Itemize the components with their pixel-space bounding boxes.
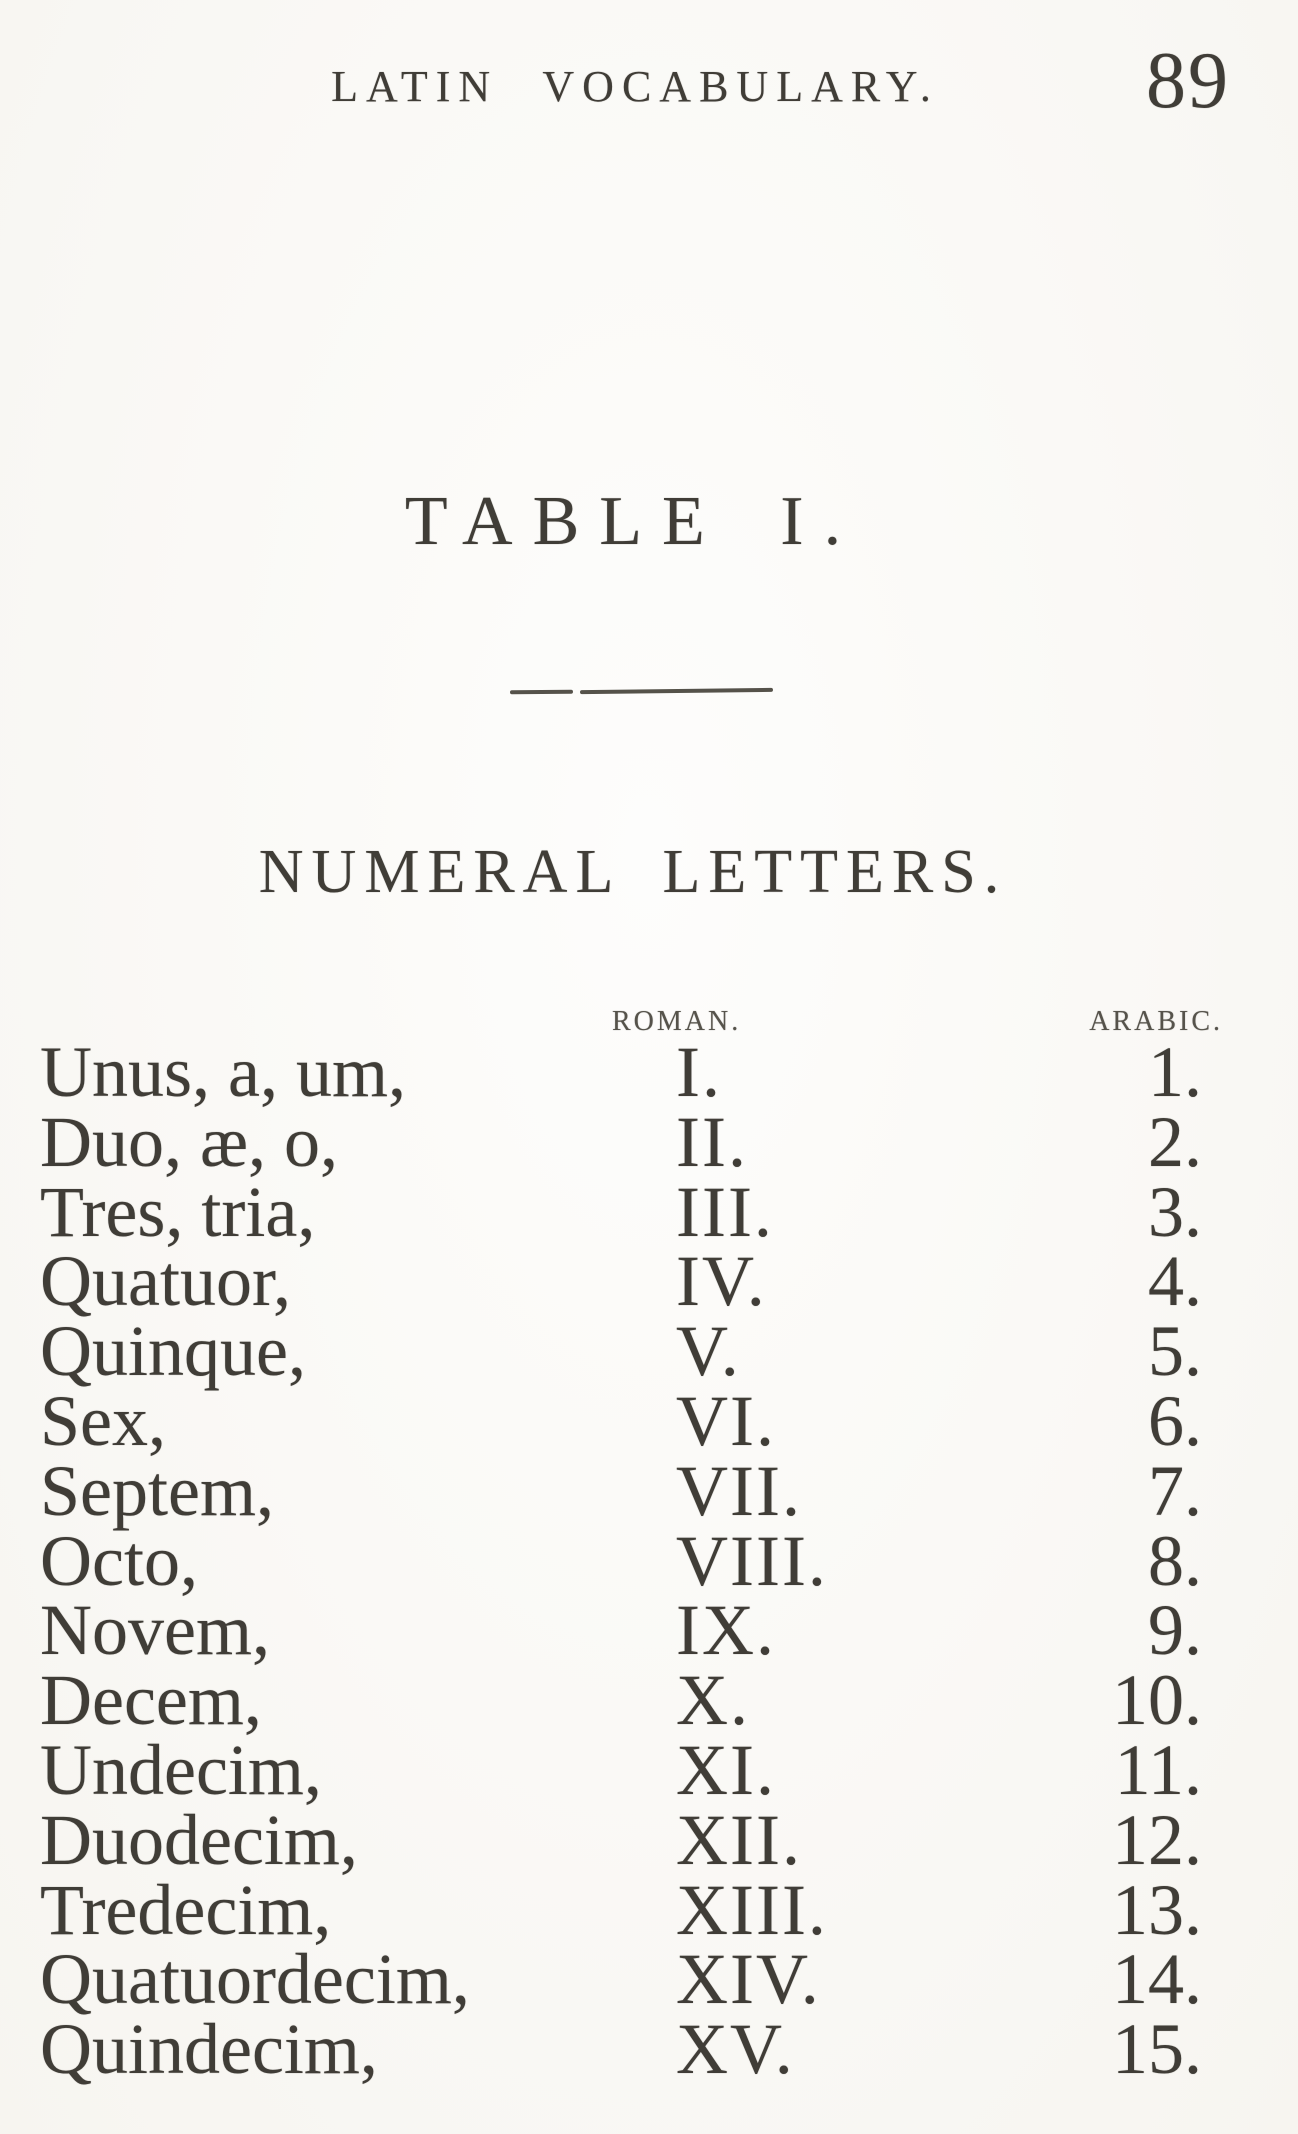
roman-numeral-cell: V. — [676, 1311, 741, 1392]
table-row — [0, 1380, 1298, 1461]
numeral-table-body — [0, 1032, 1298, 2090]
latin-word-cell: Quatuordecim, — [40, 1939, 470, 2020]
arabic-numeral-cell: 9. — [1148, 1590, 1202, 1671]
arabic-numeral-cell: 11. — [1114, 1729, 1202, 1810]
latin-word-cell: Unus, a, um, — [40, 1032, 406, 1112]
arabic-numeral-cell: 3. — [1148, 1171, 1202, 1252]
arabic-numeral-cell: 14. — [1112, 1939, 1202, 2020]
latin-word-cell: Duodecim, — [40, 1799, 358, 1880]
table-row — [0, 1939, 1298, 2020]
latin-word-cell: Octo, — [40, 1520, 198, 1601]
latin-word-cell: Sex, — [40, 1380, 166, 1461]
table-row — [0, 1660, 1298, 1741]
latin-word-cell: Tres, tria, — [40, 1171, 316, 1252]
arabic-numeral-cell: 13. — [1112, 1869, 1202, 1950]
roman-numeral-cell: VI. — [676, 1380, 776, 1461]
roman-numeral-cell: IX. — [676, 1590, 776, 1671]
arabic-numeral-cell: 8. — [1148, 1520, 1202, 1601]
roman-numeral-cell: VIII. — [676, 1520, 828, 1601]
table-row — [0, 1311, 1298, 1392]
table-row — [0, 1590, 1298, 1671]
roman-numeral-cell: X. — [676, 1660, 750, 1741]
arabic-numeral-cell: 6. — [1148, 1380, 1202, 1461]
arabic-numeral-cell: 12. — [1112, 1799, 1202, 1880]
table-row — [0, 1241, 1298, 1322]
roman-numeral-cell: III. — [676, 1171, 774, 1252]
arabic-numeral-cell: 7. — [1148, 1450, 1202, 1531]
table-row — [0, 2009, 1298, 2090]
table-row — [0, 1869, 1298, 1950]
table-row — [0, 1520, 1298, 1601]
latin-word-cell: Undecim, — [40, 1729, 322, 1810]
divider-rule-segment — [510, 690, 573, 695]
arabic-numeral-cell: 4. — [1148, 1241, 1202, 1322]
running-header-title: LATIN VOCABULARY. — [331, 62, 939, 111]
table-row — [0, 1799, 1298, 1880]
arabic-numeral-cell: 15. — [1112, 2009, 1202, 2090]
arabic-numeral-cell: 5. — [1148, 1311, 1202, 1392]
roman-numeral-cell: XV. — [676, 2009, 795, 2090]
section-title: NUMERAL LETTERS. — [258, 838, 1008, 906]
arabic-numeral-cell: 1. — [1148, 1032, 1202, 1112]
divider-rule-segment — [580, 688, 773, 694]
latin-word-cell: Novem, — [40, 1590, 270, 1671]
roman-numeral-cell: I. — [676, 1032, 722, 1112]
roman-numeral-cell: XI. — [676, 1729, 776, 1810]
latin-word-cell: Tredecim, — [40, 1869, 332, 1950]
latin-word-cell: Quatuor, — [40, 1241, 292, 1322]
latin-word-cell: Quinque, — [40, 1311, 306, 1392]
latin-word-cell: Duo, æ, o, — [40, 1101, 339, 1182]
column-header-roman: ROMAN. — [612, 1006, 742, 1037]
latin-word-cell: Decem, — [40, 1660, 262, 1741]
page-number: 89 — [1146, 37, 1230, 125]
latin-word-cell: Quindecim, — [40, 2009, 378, 2090]
table-row — [0, 1032, 1298, 1112]
roman-numeral-cell: XIII. — [676, 1869, 828, 1950]
table-row — [0, 1171, 1298, 1252]
table-row — [0, 1450, 1298, 1531]
arabic-numeral-cell: 2. — [1148, 1101, 1202, 1182]
column-header-arabic: ARABIC. — [1089, 1006, 1223, 1037]
roman-numeral-cell: XIV. — [676, 1939, 821, 2020]
roman-numeral-cell: VII. — [676, 1450, 802, 1531]
arabic-numeral-cell: 10. — [1112, 1660, 1202, 1741]
table-row — [0, 1101, 1298, 1182]
latin-word-cell: Septem, — [40, 1450, 274, 1531]
roman-numeral-cell: II. — [676, 1101, 748, 1182]
roman-numeral-cell: IV. — [676, 1241, 767, 1322]
roman-numeral-cell: XII. — [676, 1799, 802, 1880]
table-title: TABLE I. — [404, 483, 862, 560]
table-row — [0, 1729, 1298, 1810]
